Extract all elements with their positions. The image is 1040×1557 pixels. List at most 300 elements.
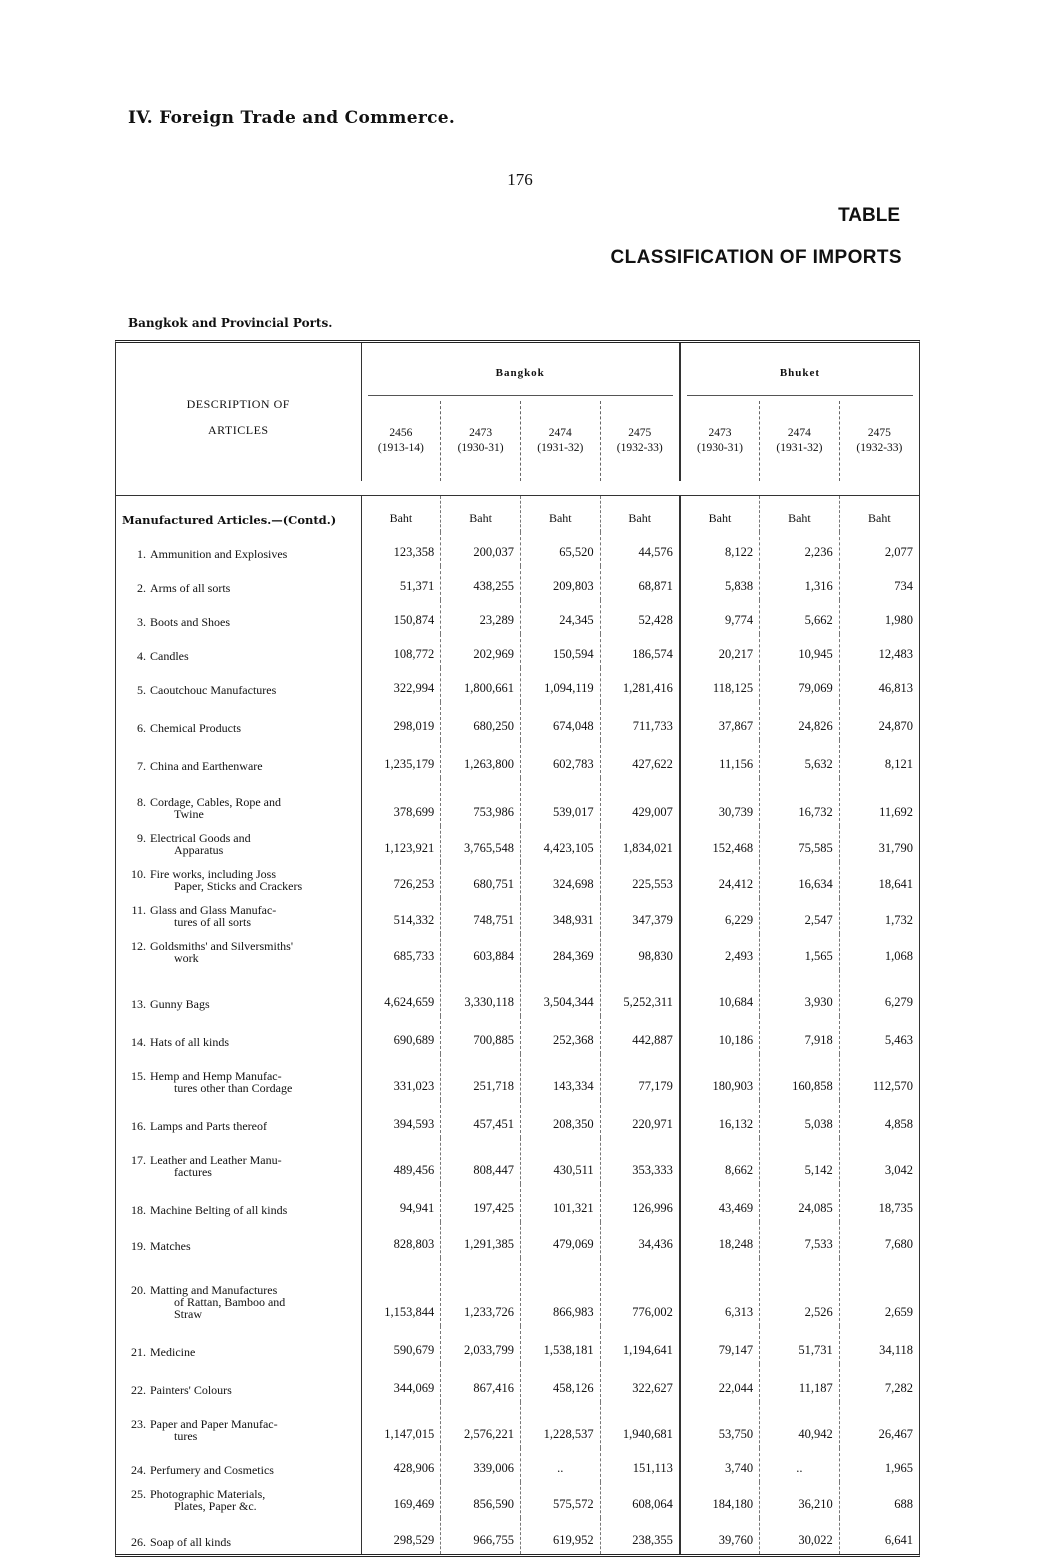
value-cell: 8,122 (680, 532, 760, 566)
article-description (116, 668, 361, 702)
item-number: 19. (131, 1239, 146, 1253)
article-name: Arms of all sorts (150, 581, 231, 595)
unit-label: Baht (520, 496, 600, 533)
value-cell: 16,732 (760, 778, 840, 826)
year-header (520, 401, 600, 481)
value-cell: 5,838 (680, 566, 760, 600)
value-cell: 8,121 (839, 740, 919, 778)
value-cell: 75,585 (760, 826, 840, 862)
table-row (116, 1364, 919, 1402)
value-cell: 34,118 (839, 1326, 919, 1364)
value-cell: 458,126 (520, 1364, 600, 1402)
year-header-be: 2475 (628, 427, 652, 439)
article-description (116, 826, 361, 862)
value-cell: 1,538,181 (520, 1326, 600, 1364)
year-header (839, 401, 919, 481)
value-cell: 347,379 (600, 898, 680, 934)
value-cell: 30,739 (680, 778, 760, 826)
value-cell: 31,790 (839, 826, 919, 862)
header-rule (116, 481, 361, 496)
value-cell: 1,732 (839, 898, 919, 934)
table-title: CLASSIFICATION OF IMPORTS (610, 247, 902, 268)
item-number: 9. (137, 831, 146, 845)
value-cell: 590,679 (361, 1326, 441, 1364)
table-row (116, 566, 919, 600)
item-number: 14. (131, 1035, 146, 1049)
year-header (441, 401, 521, 481)
article-name: Perfumery and Cosmetics (150, 1463, 274, 1477)
value-cell: 98,830 (600, 934, 680, 970)
item-number: 16. (131, 1119, 146, 1133)
value-cell: 685,733 (361, 934, 441, 970)
value-cell: 20,217 (680, 634, 760, 668)
value-cell: 1,980 (839, 600, 919, 634)
value-cell: 30,022 (760, 1518, 840, 1554)
article-name: Soap of all kinds (150, 1535, 231, 1549)
value-cell: 726,253 (361, 862, 441, 898)
table-label: TABLE (838, 205, 900, 226)
year-header (361, 401, 441, 481)
value-cell: 3,740 (680, 1448, 760, 1482)
group-header-bhuket (680, 343, 919, 401)
value-cell: 10,945 (760, 634, 840, 668)
value-cell: 200,037 (441, 532, 521, 566)
value-cell: 430,511 (520, 1138, 600, 1184)
table-row (116, 1184, 919, 1222)
item-number: 23. (131, 1417, 146, 1431)
imports-table (116, 343, 919, 1554)
article-name: Medicine (150, 1345, 196, 1359)
table-row (116, 668, 919, 702)
value-cell: 1,153,844 (361, 1258, 441, 1326)
article-description (116, 1100, 361, 1138)
value-cell: 6,641 (839, 1518, 919, 1554)
article-name: Matches (150, 1239, 191, 1253)
value-cell: 11,156 (680, 740, 760, 778)
value-cell: 1,291,385 (441, 1222, 521, 1258)
article-name: Glass and Glass Manufac- (150, 903, 277, 917)
article-description (116, 1326, 361, 1364)
article-description (116, 1364, 361, 1402)
table-row (116, 1016, 919, 1054)
value-cell: 251,718 (441, 1054, 521, 1100)
value-cell: 5,142 (760, 1138, 840, 1184)
item-number: 8. (137, 795, 146, 809)
article-name: Fire works, including Joss (150, 867, 276, 881)
value-cell: 1,228,537 (520, 1402, 600, 1448)
article-description (116, 934, 361, 970)
value-cell: 6,279 (839, 970, 919, 1016)
value-cell: 674,048 (520, 702, 600, 740)
value-cell: 24,085 (760, 1184, 840, 1222)
item-number: 2. (137, 581, 146, 595)
table-row (116, 1448, 919, 1482)
article-name-continued: Paper, Sticks and Crackers (174, 879, 303, 893)
value-cell: 79,069 (760, 668, 840, 702)
value-cell: 94,941 (361, 1184, 441, 1222)
article-name: Ammunition and Explosives (150, 547, 288, 561)
value-cell: 438,255 (441, 566, 521, 600)
value-cell: 808,447 (441, 1138, 521, 1184)
article-description (116, 862, 361, 898)
article-name: Candles (150, 649, 189, 663)
unit-label: Baht (839, 496, 919, 533)
article-name: Paper and Paper Manufac- (150, 1417, 278, 1431)
article-name-continued: tures (174, 1429, 198, 1443)
value-cell: 7,533 (760, 1222, 840, 1258)
value-cell: 322,994 (361, 668, 441, 702)
table-row (116, 634, 919, 668)
value-cell: 1,565 (760, 934, 840, 970)
value-cell: 680,751 (441, 862, 521, 898)
value-cell: 118,125 (680, 668, 760, 702)
year-header-ce: (1930-31) (457, 442, 504, 454)
article-name: Boots and Shoes (150, 615, 231, 629)
value-cell: 143,334 (520, 1054, 600, 1100)
value-cell: 160,858 (760, 1054, 840, 1100)
value-cell: 10,684 (680, 970, 760, 1016)
item-number: 20. (131, 1283, 146, 1297)
value-cell: 24,345 (520, 600, 600, 634)
value-cell: 776,002 (600, 1258, 680, 1326)
value-cell: 108,772 (361, 634, 441, 668)
article-name: Caoutchouc Manufactures (150, 683, 277, 697)
value-cell: 602,783 (520, 740, 600, 778)
value-cell: 68,871 (600, 566, 680, 600)
value-cell: 442,887 (600, 1016, 680, 1054)
table-row (116, 1138, 919, 1184)
year-header-ce: (1931-32) (537, 442, 584, 454)
unit-label: Baht (441, 496, 521, 533)
value-cell: 298,529 (361, 1518, 441, 1554)
value-cell: 378,699 (361, 778, 441, 826)
value-cell: 12,483 (839, 634, 919, 668)
article-description (116, 634, 361, 668)
article-description (116, 702, 361, 740)
value-cell: 24,826 (760, 702, 840, 740)
value-cell: 331,023 (361, 1054, 441, 1100)
value-cell: 429,007 (600, 778, 680, 826)
value-cell: 1,094,119 (520, 668, 600, 702)
article-description (116, 600, 361, 634)
value-cell: 324,698 (520, 862, 600, 898)
value-cell: 169,469 (361, 1482, 441, 1518)
value-cell: 34,436 (600, 1222, 680, 1258)
value-cell: 208,350 (520, 1100, 600, 1138)
table-row (116, 970, 919, 1016)
ports-label: Bangkok and Provincial Ports. (128, 316, 333, 330)
item-number: 7. (137, 759, 146, 773)
value-cell: 479,069 (520, 1222, 600, 1258)
article-name: Cordage, Cables, Rope and (150, 795, 281, 809)
table-row (116, 702, 919, 740)
description-header-line1: DESCRIPTION OF (186, 397, 290, 411)
year-header-ce: (1931-32) (776, 442, 823, 454)
value-cell: .. (760, 1448, 840, 1482)
value-cell: 43,469 (680, 1184, 760, 1222)
value-cell: 5,463 (839, 1016, 919, 1054)
value-cell: 828,803 (361, 1222, 441, 1258)
value-cell: 26,467 (839, 1402, 919, 1448)
value-cell: 748,751 (441, 898, 521, 934)
value-cell: 680,250 (441, 702, 521, 740)
value-cell: 603,884 (441, 934, 521, 970)
value-cell: 39,760 (680, 1518, 760, 1554)
value-cell: 6,229 (680, 898, 760, 934)
article-description (116, 1482, 361, 1518)
article-name: Electrical Goods and (150, 831, 251, 845)
value-cell: 53,750 (680, 1402, 760, 1448)
year-header-be: 2473 (469, 427, 493, 439)
value-cell: 394,593 (361, 1100, 441, 1138)
value-cell: 52,428 (600, 600, 680, 634)
value-cell: 348,931 (520, 898, 600, 934)
article-name: China and Earthenware (150, 759, 263, 773)
value-cell: 514,332 (361, 898, 441, 934)
description-header-line2: ARTICLES (207, 423, 269, 437)
page-number: 176 (507, 170, 533, 189)
item-number: 4. (137, 649, 146, 663)
value-cell: 1,834,021 (600, 826, 680, 862)
group-header-bangkok (361, 343, 680, 401)
value-cell: 2,659 (839, 1258, 919, 1326)
value-cell: 3,930 (760, 970, 840, 1016)
article-name-continued: factures (174, 1165, 212, 1179)
article-name-continued: work (174, 951, 199, 965)
value-cell: 220,971 (600, 1100, 680, 1138)
year-header (600, 401, 680, 481)
value-cell: 608,064 (600, 1482, 680, 1518)
value-cell: 151,113 (600, 1448, 680, 1482)
article-description (116, 740, 361, 778)
value-cell: 427,622 (600, 740, 680, 778)
value-cell: 51,731 (760, 1326, 840, 1364)
value-cell: 1,123,921 (361, 826, 441, 862)
article-description (116, 778, 361, 826)
value-cell: 1,263,800 (441, 740, 521, 778)
value-cell: 1,965 (839, 1448, 919, 1482)
article-name-continued: Straw (174, 1307, 202, 1321)
article-name-continued: tures of all sorts (174, 915, 251, 929)
item-number: 24. (131, 1463, 146, 1477)
article-description (116, 1448, 361, 1482)
unit-label: Baht (600, 496, 680, 533)
value-cell: 322,627 (600, 1364, 680, 1402)
table-row (116, 1326, 919, 1364)
article-description (116, 1258, 361, 1326)
value-cell: 1,235,179 (361, 740, 441, 778)
value-cell: 150,594 (520, 634, 600, 668)
year-header-ce: (1932-33) (856, 442, 903, 454)
value-cell: 539,017 (520, 778, 600, 826)
value-cell: 2,077 (839, 532, 919, 566)
item-number: 22. (131, 1383, 146, 1397)
item-number: 18. (131, 1203, 146, 1217)
item-number: 5. (137, 683, 146, 697)
value-cell: 252,368 (520, 1016, 600, 1054)
article-name-continued: of Rattan, Bamboo and (174, 1295, 286, 1309)
value-cell: 339,006 (441, 1448, 521, 1482)
article-name-continued: Apparatus (174, 843, 224, 857)
description-header (116, 343, 361, 481)
value-cell: 202,969 (441, 634, 521, 668)
value-cell: 7,282 (839, 1364, 919, 1402)
value-cell: 2,526 (760, 1258, 840, 1326)
article-description (116, 970, 361, 1016)
value-cell: 688 (839, 1482, 919, 1518)
value-cell: 1,316 (760, 566, 840, 600)
table-row (116, 934, 919, 970)
table-row (116, 1402, 919, 1448)
value-cell: 284,369 (520, 934, 600, 970)
item-number: 26. (131, 1535, 146, 1549)
item-number: 21. (131, 1345, 146, 1359)
value-cell: 7,680 (839, 1222, 919, 1258)
value-cell: 7,918 (760, 1016, 840, 1054)
item-number: 6. (137, 721, 146, 735)
year-header-be: 2474 (548, 427, 572, 439)
item-number: 13. (131, 997, 146, 1011)
value-cell: 10,186 (680, 1016, 760, 1054)
article-name: Gunny Bags (150, 997, 210, 1011)
value-cell: 18,735 (839, 1184, 919, 1222)
value-cell: 44,576 (600, 532, 680, 566)
table-row (116, 826, 919, 862)
value-cell: 575,572 (520, 1482, 600, 1518)
article-name: Photographic Materials, (150, 1487, 266, 1501)
article-name: Machine Belting of all kinds (150, 1203, 288, 1217)
value-cell: 79,147 (680, 1326, 760, 1364)
value-cell: 428,906 (361, 1448, 441, 1482)
value-cell: 856,590 (441, 1482, 521, 1518)
table-row (116, 1222, 919, 1258)
value-cell: 5,662 (760, 600, 840, 634)
value-cell: 238,355 (600, 1518, 680, 1554)
article-description (116, 532, 361, 566)
article-description (116, 1138, 361, 1184)
unit-row (116, 496, 919, 533)
year-header (680, 401, 760, 481)
article-name-continued: Twine (174, 807, 204, 821)
item-number: 12. (131, 939, 146, 953)
value-cell: 18,248 (680, 1222, 760, 1258)
value-cell: 24,870 (839, 702, 919, 740)
article-description (116, 566, 361, 600)
table-row (116, 740, 919, 778)
unit-label: Baht (760, 496, 840, 533)
value-cell: 2,547 (760, 898, 840, 934)
value-cell: 51,371 (361, 566, 441, 600)
value-cell: 36,210 (760, 1482, 840, 1518)
value-cell: 101,321 (520, 1184, 600, 1222)
value-cell: 1,800,661 (441, 668, 521, 702)
table-row (116, 1482, 919, 1518)
year-header-be: 2475 (867, 427, 891, 439)
value-cell: 3,330,118 (441, 970, 521, 1016)
value-cell: 866,983 (520, 1258, 600, 1326)
item-number: 15. (131, 1069, 146, 1083)
item-number: 11. (131, 903, 146, 917)
value-cell: 457,451 (441, 1100, 521, 1138)
item-number: 3. (137, 615, 146, 629)
value-cell: 123,358 (361, 532, 441, 566)
value-cell: 1,147,015 (361, 1402, 441, 1448)
value-cell: 353,333 (600, 1138, 680, 1184)
value-cell: 197,425 (441, 1184, 521, 1222)
value-cell: 18,641 (839, 862, 919, 898)
article-name-continued: Plates, Paper &c. (174, 1499, 257, 1513)
value-cell: 1,194,641 (600, 1326, 680, 1364)
value-cell: 298,019 (361, 702, 441, 740)
article-name: Leather and Leather Manu- (150, 1153, 282, 1167)
year-header-ce: (1913-14) (377, 442, 424, 454)
item-number: 10. (131, 867, 146, 881)
value-cell: 690,689 (361, 1016, 441, 1054)
article-name: Matting and Manufactures (150, 1283, 278, 1297)
value-cell: 225,553 (600, 862, 680, 898)
value-cell: 112,570 (839, 1054, 919, 1100)
table-row (116, 1518, 919, 1554)
article-name: Goldsmiths' and Silversmiths' (150, 939, 293, 953)
value-cell: 8,662 (680, 1138, 760, 1184)
table-row (116, 862, 919, 898)
value-cell: 184,180 (680, 1482, 760, 1518)
table-row (116, 1100, 919, 1138)
value-cell: 46,813 (839, 668, 919, 702)
value-cell: 2,493 (680, 934, 760, 970)
article-description (116, 1402, 361, 1448)
value-cell: 734 (839, 566, 919, 600)
table-row (116, 898, 919, 934)
value-cell: 77,179 (600, 1054, 680, 1100)
value-cell: 1,068 (839, 934, 919, 970)
article-name-continued: tures other than Cordage (174, 1081, 293, 1095)
value-cell: 1,281,416 (600, 668, 680, 702)
article-name: Chemical Products (150, 721, 241, 735)
value-cell: 3,504,344 (520, 970, 600, 1016)
article-description (116, 1184, 361, 1222)
group-header-bangkok-label: Bangkok (368, 349, 673, 396)
item-number: 1. (137, 547, 146, 561)
article-name: Painters' Colours (150, 1383, 232, 1397)
value-cell: 1,940,681 (600, 1402, 680, 1448)
item-number: 17. (131, 1153, 146, 1167)
value-cell: 2,236 (760, 532, 840, 566)
value-cell: 24,412 (680, 862, 760, 898)
article-description (116, 1518, 361, 1554)
imports-table-frame (115, 340, 920, 1557)
unit-label: Baht (361, 496, 441, 533)
value-cell: 3,042 (839, 1138, 919, 1184)
article-name: Hemp and Hemp Manufac- (150, 1069, 282, 1083)
year-header-ce: (1930-31) (696, 442, 743, 454)
value-cell: 150,874 (361, 600, 441, 634)
article-name: Hats of all kinds (150, 1035, 229, 1049)
value-cell: 489,456 (361, 1138, 441, 1184)
article-name: Lamps and Parts thereof (150, 1119, 267, 1133)
value-cell: 5,632 (760, 740, 840, 778)
value-cell: 5,252,311 (600, 970, 680, 1016)
table-row (116, 1054, 919, 1100)
value-cell: 16,634 (760, 862, 840, 898)
value-cell: 23,289 (441, 600, 521, 634)
value-cell: 65,520 (520, 532, 600, 566)
value-cell: 711,733 (600, 702, 680, 740)
value-cell: 180,903 (680, 1054, 760, 1100)
value-cell: 966,755 (441, 1518, 521, 1554)
article-description (116, 1222, 361, 1258)
value-cell: 4,624,659 (361, 970, 441, 1016)
